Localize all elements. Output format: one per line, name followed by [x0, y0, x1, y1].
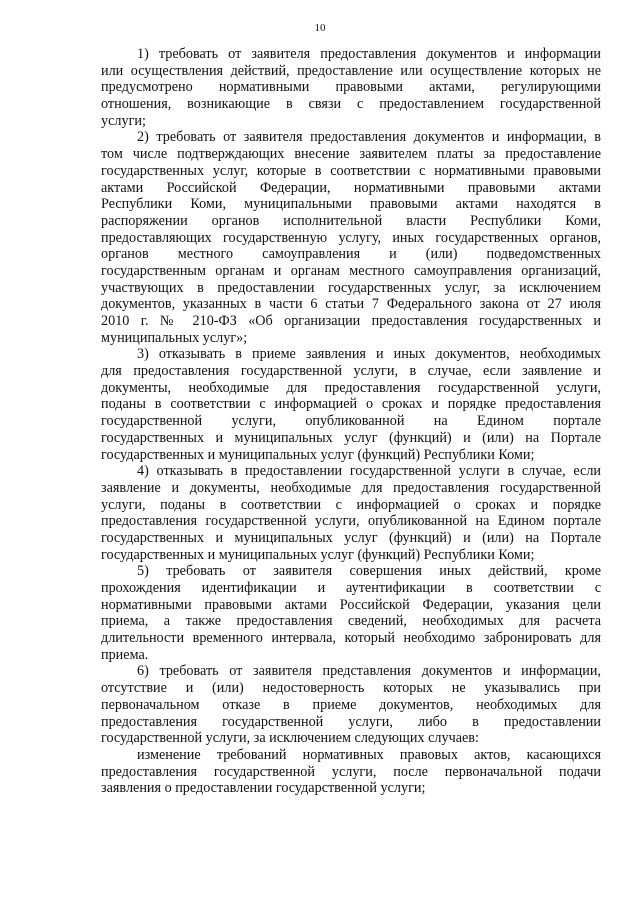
text-line: участвующих в предоставлении государственных услуг, за исключением — [101, 279, 601, 296]
text-line: длительности временного интервала, который необходимо забронировать для — [101, 630, 601, 647]
text-line: приема. — [101, 646, 149, 663]
text-line: приема, а также предоставления сведений, необходимых для расчета — [101, 613, 601, 630]
text-line: муниципальных услуг»; — [101, 329, 248, 346]
text-line: изменение требований нормативных правовых актов, касающихся — [137, 746, 601, 763]
text-line: предоставления государственной услуги, опубликованной на Едином портале — [101, 513, 601, 530]
document-body — [101, 46, 601, 797]
text-line: нормативными правовыми актами Российской Федерации, указания цели — [101, 596, 601, 613]
text-line: органов местного самоуправления и (или) подведомственных — [101, 246, 601, 263]
text-line: предоставления государственной услуги, либо в предоставлении — [101, 713, 601, 730]
text-line: заявление и документы, необходимые для предоставления государственной — [101, 479, 601, 496]
text-line: предоставляющих государственную услугу, иных государственных органов, — [101, 229, 601, 246]
text-line: услуги, поданы в соответствии с информацией о сроках и порядке — [101, 496, 601, 513]
text-line: государственных и муниципальных услуг (функций) Республики Коми; — [101, 546, 535, 563]
text-line: 5) требовать от заявителя совершения иных действий, кроме — [137, 563, 601, 580]
text-line: распоряжении органов исполнительной власти Республики Коми, — [101, 212, 601, 229]
text-line: 1) требовать от заявителя предоставления документов и информации — [137, 46, 601, 62]
text-line: государственных услуг, которые в соответствии с нормативными правовыми — [101, 162, 601, 179]
text-line: документов, указанных в части 6 статьи 7 Федерального закона от 27 июля — [101, 296, 601, 313]
text-line: услуги; — [101, 112, 146, 129]
text-line: заявления о предоставлении государственной услуги; — [101, 780, 426, 797]
text-line: 6) требовать от заявителя представления документов и информации, — [137, 663, 601, 680]
text-line: отношения, возникающие в связи с предоставлением государственной — [101, 96, 601, 113]
text-line: 2010 г. № 210-ФЗ «Об организации предоставления государственных и — [101, 313, 601, 329]
text-line: поданы в соответствии с информацией о сроках и порядке предоставления — [101, 396, 601, 413]
text-line: 3) отказывать в приеме заявления и иных документов, необходимых — [137, 346, 601, 363]
text-line: государственной услуги, за исключением следующих случаев: — [101, 730, 479, 747]
text-line: первоначальном отказе в приеме документов, необходимых для — [101, 696, 601, 713]
text-line: прохождения идентификации и аутентификации в соответствии с — [101, 580, 601, 596]
text-line: предусмотрено нормативными правовыми актами, регулирующими — [101, 79, 601, 96]
text-line: 2) требовать от заявителя предоставления документов и информации, в — [137, 129, 601, 146]
text-line: государственных и муниципальных услуг (функций) и (или) на Портале — [101, 429, 601, 446]
text-line: 4) отказывать в предоставлении государственной услуги в случае, если — [137, 463, 601, 480]
text-line: для предоставления государственной услуги, в случае, если заявление и — [101, 363, 601, 380]
text-line: государственных и муниципальных услуг (функций) Республики Коми; — [101, 446, 535, 463]
page-number: 10 — [314, 22, 326, 34]
text-line: или осуществления действий, предоставление или осуществление которых не — [101, 62, 601, 79]
text-line: государственных и муниципальных услуг (функций) и (или) на Портале — [101, 529, 601, 546]
text-line: документы, необходимые для предоставления государственной услуги, — [101, 379, 601, 396]
text-line: государственной услуги, опубликованной на Едином портале — [101, 413, 601, 430]
text-line: Республики Коми, муниципальными правовыми актами находятся в — [101, 196, 601, 213]
text-line: том числе подтверждающих внесение заявителем платы за предоставление — [101, 146, 601, 163]
text-line: государственным органам и органам местного самоуправления организаций, — [101, 262, 601, 279]
text-line: отсутствие и (или) недостоверность которых не указывались при — [101, 680, 601, 697]
text-line: актами Российской Федерации, нормативными правовыми актами — [101, 179, 601, 196]
text-line: предоставления государственной услуги, после первоначальной подачи — [101, 763, 601, 780]
